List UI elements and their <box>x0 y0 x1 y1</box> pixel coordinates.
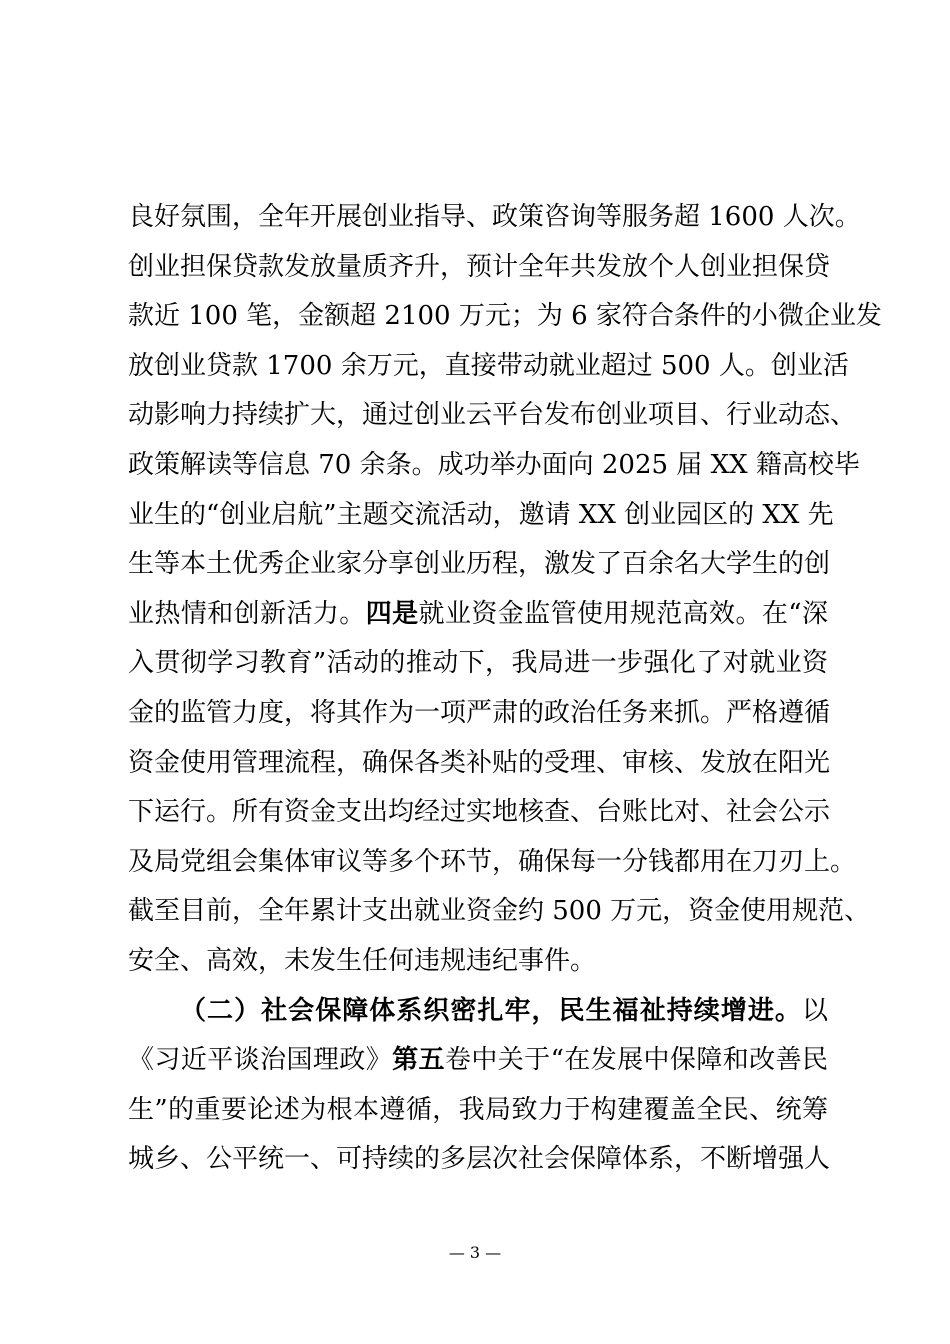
paragraph-line: 良好氛围，全年开展创业指导、政策咨询等服务超 1600 人次。 <box>128 202 861 232</box>
paragraph-line: 业生的“创业启航”主题交流活动，邀请 XX 创业园区的 XX 先 <box>128 499 834 530</box>
paragraph-line: 金的监管力度，将其作为一项严肃的政治任务来抓。严格遵循 <box>128 697 831 728</box>
paragraph-line: 生”的重要论述为根本遵循，我局致力于构建覆盖全民、统筹 <box>128 1094 828 1125</box>
paragraph-line: 放创业贷款 1700 余万元，直接带动就业超过 500 人。创业活 <box>128 350 849 381</box>
emphasis-text: 四是 <box>365 598 419 629</box>
paragraph-line: 下运行。所有资金支出均经过实地核查、台账比对、社会公示 <box>128 797 831 828</box>
paragraph-line <box>128 590 828 640</box>
line-text: 以 <box>801 995 828 1026</box>
paragraph-line <box>128 1036 828 1086</box>
paragraph-line: 城乡、公平统一、可持续的多层次社会保障体系，不断增强人 <box>128 1144 831 1175</box>
paragraph-line: 安全、高效，未发生任何违规违纪事件。 <box>128 945 597 976</box>
paragraph-line: 入贯彻学习教育”活动的推动下，我局进一步强化了对就业资 <box>128 648 828 679</box>
document-body <box>128 193 882 1185</box>
paragraph-line: 款近 100 笔，金额超 2100 万元；为 6 家符合条件的小微企业发 <box>128 301 882 332</box>
paragraph-line: 及局党组会集体审议等多个环节，确保每一分钱都用在刀刃上。 <box>128 846 857 877</box>
section-heading-line <box>128 987 828 1037</box>
paragraph-line: 资金使用管理流程，确保各类补贴的受理、审核、发放在阳光 <box>128 747 831 778</box>
line-text: 卷中关于“在发展中保障和改善民 <box>444 1045 828 1076</box>
paragraph-line: 截至目前，全年累计支出就业资金约 500 万元，资金使用规范、 <box>128 896 871 927</box>
paragraph-line: 动影响力持续扩大，通过创业云平台发布创业项目、行业动态、 <box>128 400 857 431</box>
page-number: — 3 — <box>448 1243 502 1262</box>
book-title: 《习近平谈治国理政》 <box>128 1045 393 1076</box>
paragraph-line: 生等本土优秀企业家分享创业历程，激发了百余名大学生的创 <box>128 549 831 580</box>
section-heading: （二）社会保障体系织密扎牢，民生福祉持续增进。 <box>180 995 802 1026</box>
paragraph-line: 创业担保贷款发放量质齐升，预计全年共发放个人创业担保贷 <box>128 251 831 282</box>
paragraph-line: 政策解读等信息 70 余条。成功举办面向 2025 届 XX 籍高校毕 <box>128 449 860 480</box>
emphasis-text: 第五 <box>392 1045 445 1076</box>
line-text: 业热情和创新活力。 <box>128 598 366 629</box>
line-text: 就业资金监管使用规范高效。在“深 <box>418 598 828 629</box>
